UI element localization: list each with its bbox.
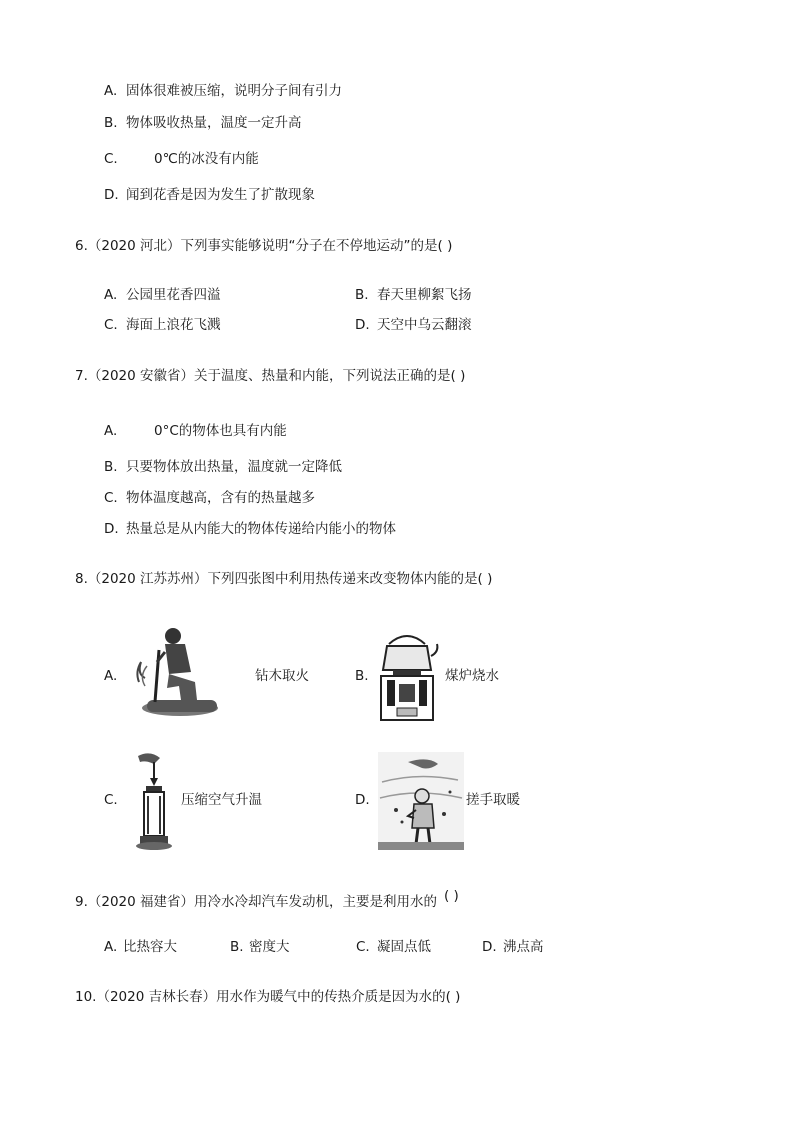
option-text: 海面上浪花飞溅 (126, 317, 221, 333)
option-letter: B. (104, 115, 118, 131)
q9-answer-paren: ( ) (444, 888, 459, 904)
q10-stem: 10.（2020 吉林长春）用水作为暖气中的传热介质是因为水的( ) (75, 989, 461, 1005)
option-text: 0℃的冰没有内能 (154, 151, 259, 167)
option-text: 压缩空气升温 (181, 792, 262, 808)
option-text: 热量总是从内能大的物体传递给内能小的物体 (126, 521, 396, 537)
option-letter: C. (104, 317, 118, 333)
drilling-wood-fire-icon (125, 622, 225, 722)
option-text: 只要物体放出热量，温度就一定降低 (126, 459, 342, 475)
option-text: 搓手取暖 (466, 792, 520, 808)
coal-stove-kettle-icon (375, 622, 440, 724)
option-letter: C. (104, 792, 118, 808)
option-letter: D. (482, 939, 497, 955)
option-letter: A. (104, 83, 118, 99)
option-letter: B. (355, 668, 369, 684)
option-letter: A. (104, 668, 118, 684)
option-text: 比热容大 (123, 939, 177, 955)
option-text: 煤炉烧水 (445, 668, 499, 684)
option-text: 钻木取火 (255, 668, 309, 684)
option-letter: A. (104, 423, 118, 439)
option-letter: C. (104, 490, 118, 506)
q6-stem: 6.（2020 河北）下列事实能够说明“分子在不停地运动”的是( ) (75, 238, 453, 254)
option-text: 0°C的物体也具有内能 (154, 423, 287, 439)
q7-stem: 7.（2020 安徽省）关于温度、热量和内能，下列说法正确的是( ) (75, 368, 466, 384)
option-text: 天空中乌云翻滚 (377, 317, 472, 333)
q9-stem: 9.（2020 福建省）用冷水冷却汽车发动机，主要是利用水的 (75, 894, 438, 910)
option-letter: B. (355, 287, 369, 303)
option-letter: D. (104, 187, 119, 203)
option-letter: C. (104, 151, 118, 167)
option-text: 凝固点低 (377, 939, 431, 955)
option-letter: B. (230, 939, 244, 955)
option-text: 春天里柳絮飞扬 (377, 287, 472, 303)
option-text: 固体很难被压缩，说明分子间有引力 (126, 83, 342, 99)
option-letter: D. (355, 317, 370, 333)
option-text: 闻到花香是因为发生了扩散现象 (126, 187, 315, 203)
option-letter: D. (355, 792, 370, 808)
option-letter: B. (104, 459, 118, 475)
air-compression-cylinder-icon (132, 748, 176, 852)
option-text: 物体吸收热量，温度一定升高 (126, 115, 302, 131)
option-letter: A. (104, 939, 118, 955)
option-text: 密度大 (249, 939, 290, 955)
option-text: 沸点高 (503, 939, 544, 955)
option-letter: C. (356, 939, 370, 955)
option-text: 公园里花香四溢 (126, 287, 221, 303)
option-letter: D. (104, 521, 119, 537)
rubbing-hands-cold-wind-icon (378, 752, 464, 850)
q8-stem: 8.（2020 江苏苏州）下列四张图中利用热传递来改变物体内能的是( ) (75, 571, 493, 587)
option-letter: A. (104, 287, 118, 303)
option-text: 物体温度越高，含有的热量越多 (126, 490, 315, 506)
